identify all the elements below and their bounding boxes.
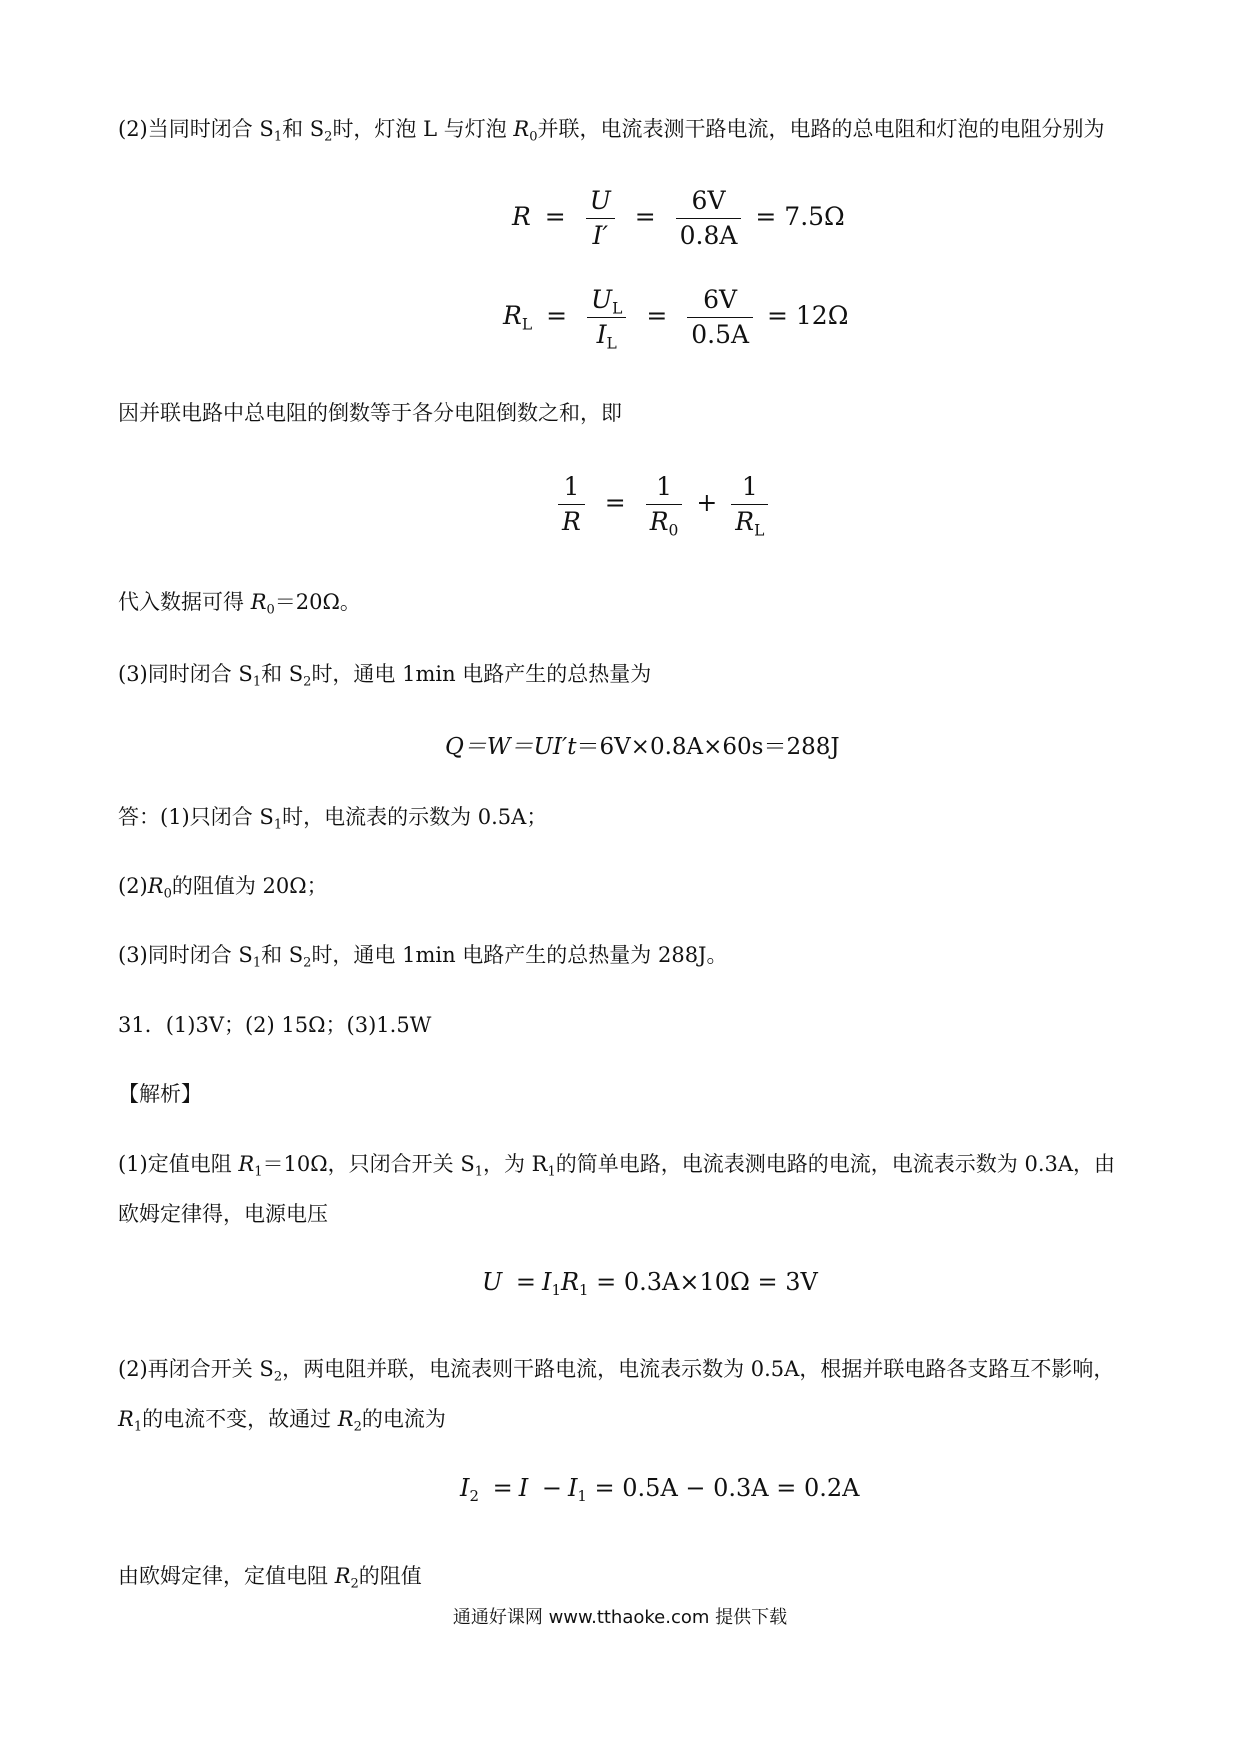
variable: I <box>541 1268 552 1296</box>
text: ＝10Ω，只闭合开关 S <box>262 1152 475 1176</box>
analysis-label: 【解析】 <box>118 1082 202 1106</box>
text: (3)同时闭合 S <box>118 662 253 686</box>
fraction <box>676 184 742 253</box>
plus-sign: + <box>696 488 718 517</box>
fraction <box>687 283 753 352</box>
numerator <box>587 283 626 317</box>
text: 的电流不变，故通过 <box>142 1407 338 1431</box>
variable: R <box>334 1564 351 1588</box>
text: (2)当同时闭合 S <box>118 117 274 141</box>
subscript: 0 <box>668 521 679 540</box>
subscript: 1 <box>252 955 262 971</box>
numerator: 1 <box>563 472 580 501</box>
answer-3 <box>118 938 1128 972</box>
paragraph-reciprocal-rule: 因并联电路中总电阻的倒数等于各分电阻倒数之和，即 <box>118 401 622 425</box>
text: ＝6V×0.8A×60s＝288J <box>576 734 840 760</box>
variable: R <box>735 507 755 536</box>
equals-sign: = <box>492 1474 513 1502</box>
formula-total-resistance <box>512 184 845 253</box>
text: 时，灯泡 L 与灯泡 <box>332 117 514 141</box>
text: 的阻值为 20Ω； <box>171 874 328 898</box>
formula-parallel-reciprocal <box>552 470 774 539</box>
subscript: 2 <box>350 1576 359 1592</box>
denominator: 0.8A <box>679 221 738 250</box>
text: ＝20Ω。 <box>274 590 361 614</box>
formula-heat <box>445 728 840 761</box>
numerator: 6V <box>703 285 738 314</box>
paragraph-part2-line2 <box>118 1402 1128 1436</box>
variable: I <box>596 320 607 349</box>
variable: I <box>460 1474 470 1502</box>
numerator: 1 <box>656 472 672 501</box>
text: (2)再闭合开关 S <box>118 1357 274 1381</box>
answer-2 <box>118 869 1128 903</box>
variable: Q＝W＝UI′t <box>445 734 577 760</box>
subscript: 1 <box>252 674 262 690</box>
denominator: I′ <box>592 221 608 250</box>
subscript: 2 <box>303 955 312 971</box>
variable: U <box>482 1268 503 1296</box>
subscript: 1 <box>577 1487 587 1506</box>
variable: R <box>238 1152 255 1176</box>
text: 时，电流表的示数为 0.5A； <box>282 805 548 829</box>
subscript: 1 <box>551 1281 561 1300</box>
minus-sign: − <box>541 1474 562 1502</box>
numerator: U <box>589 186 611 215</box>
subscript: L <box>606 334 617 353</box>
subscript: 1 <box>254 1164 263 1180</box>
text: ，两电阻并联，电流表则干路电流，电流表示数为 0.5A，根据并联电路各支路互不影响， <box>282 1357 1115 1381</box>
subscript: 2 <box>303 674 312 690</box>
denominator <box>593 318 621 352</box>
variable: R <box>503 301 522 330</box>
text: 并联，电流表测干路电流，电路的总电阻和灯泡的电阻分别为 <box>537 117 1105 141</box>
subscript: 0 <box>163 886 172 902</box>
subscript: 1 <box>579 1281 589 1300</box>
subscript: L <box>612 299 623 318</box>
subscript: L <box>521 315 533 334</box>
formula-lamp-resistance <box>503 283 848 352</box>
text: 时，通电 1min 电路产生的总热量为 <box>311 662 652 686</box>
text: 代入数据可得 <box>118 590 251 614</box>
question-31-answer: 31．(1)3V；(2) 15Ω；(3)1.5W <box>118 1013 432 1037</box>
denominator <box>731 505 768 539</box>
result: = 12Ω <box>766 301 849 330</box>
text: (2) <box>118 874 148 898</box>
answer-1 <box>118 800 1128 834</box>
text: 时，通电 1min 电路产生的总热量为 288J。 <box>311 943 728 967</box>
numerator: 1 <box>741 472 758 501</box>
paragraph-part2-line1 <box>118 1352 1128 1386</box>
text: = 0.5A − 0.3A = 0.2A <box>594 1474 860 1502</box>
subscript: 2 <box>324 129 333 145</box>
text: 和 S <box>261 943 304 967</box>
fraction <box>558 470 585 539</box>
equals-sign: = <box>544 202 566 231</box>
fraction <box>731 470 768 539</box>
text: = 0.3A×10Ω = 3V <box>596 1268 818 1296</box>
equals-sign: = <box>634 202 656 231</box>
subscript: L <box>754 521 765 540</box>
text: 的简单电路，电流表测电路的电流，电流表示数为 0.3A，由 <box>555 1152 1116 1176</box>
paragraph-part1-line2: 欧姆定律得，电源电压 <box>118 1202 328 1226</box>
variable: R <box>147 874 164 898</box>
subscript: 2 <box>469 1487 479 1506</box>
denominator: 0.5A <box>691 320 750 349</box>
variable: R <box>513 117 530 141</box>
subscript: 2 <box>273 1369 283 1385</box>
denominator: R <box>562 507 581 536</box>
variable: U <box>590 285 613 314</box>
denominator <box>646 505 683 539</box>
text: 和 S <box>261 662 304 686</box>
result: = 7.5Ω <box>755 202 845 231</box>
equals-sign: = <box>646 301 668 330</box>
text: 答：(1)只闭合 S <box>118 805 274 829</box>
paragraph-parallel-circuit <box>118 112 1128 146</box>
equals-sign: = <box>546 301 568 330</box>
variable: R <box>337 1407 354 1431</box>
paragraph-part1-line1 <box>118 1147 1128 1181</box>
variable: R <box>250 590 267 614</box>
paragraph-substitute <box>118 585 1128 619</box>
text: 由欧姆定律，定值电阻 <box>118 1564 335 1588</box>
text: 的阻值 <box>358 1564 422 1588</box>
text: 的电流为 <box>361 1407 446 1431</box>
text: ，为 R <box>483 1152 548 1176</box>
subscript: 1 <box>474 1164 483 1180</box>
variable: R <box>118 1407 134 1431</box>
subscript: 1 <box>273 129 283 145</box>
subscript: 2 <box>353 1419 362 1435</box>
text: 和 S <box>282 117 325 141</box>
subscript: 1 <box>273 817 283 833</box>
subscript: 0 <box>266 602 275 618</box>
subscript: 1 <box>547 1164 556 1180</box>
text: (1)定值电阻 <box>118 1152 239 1176</box>
variable: I <box>518 1474 529 1502</box>
subscript: 0 <box>529 129 538 145</box>
text: (3)同时闭合 S <box>118 943 253 967</box>
fraction <box>646 470 683 539</box>
variable: I <box>567 1474 578 1502</box>
page-footer: 通通好课网 www.tthaoke.com 提供下载 <box>452 1607 788 1628</box>
subscript: 1 <box>133 1419 143 1435</box>
paragraph-heat-question <box>118 657 1128 691</box>
numerator: 6V <box>691 186 726 215</box>
fraction <box>587 283 626 352</box>
variable: R <box>649 507 669 536</box>
variable: R <box>560 1268 580 1296</box>
formula-source-voltage <box>482 1268 818 1300</box>
paragraph-ohms-law <box>118 1559 1128 1593</box>
equals-sign: = <box>604 488 626 517</box>
variable: R <box>512 202 531 231</box>
fraction <box>586 184 615 253</box>
formula-branch-current <box>460 1474 860 1506</box>
equals-sign: = <box>515 1268 536 1296</box>
